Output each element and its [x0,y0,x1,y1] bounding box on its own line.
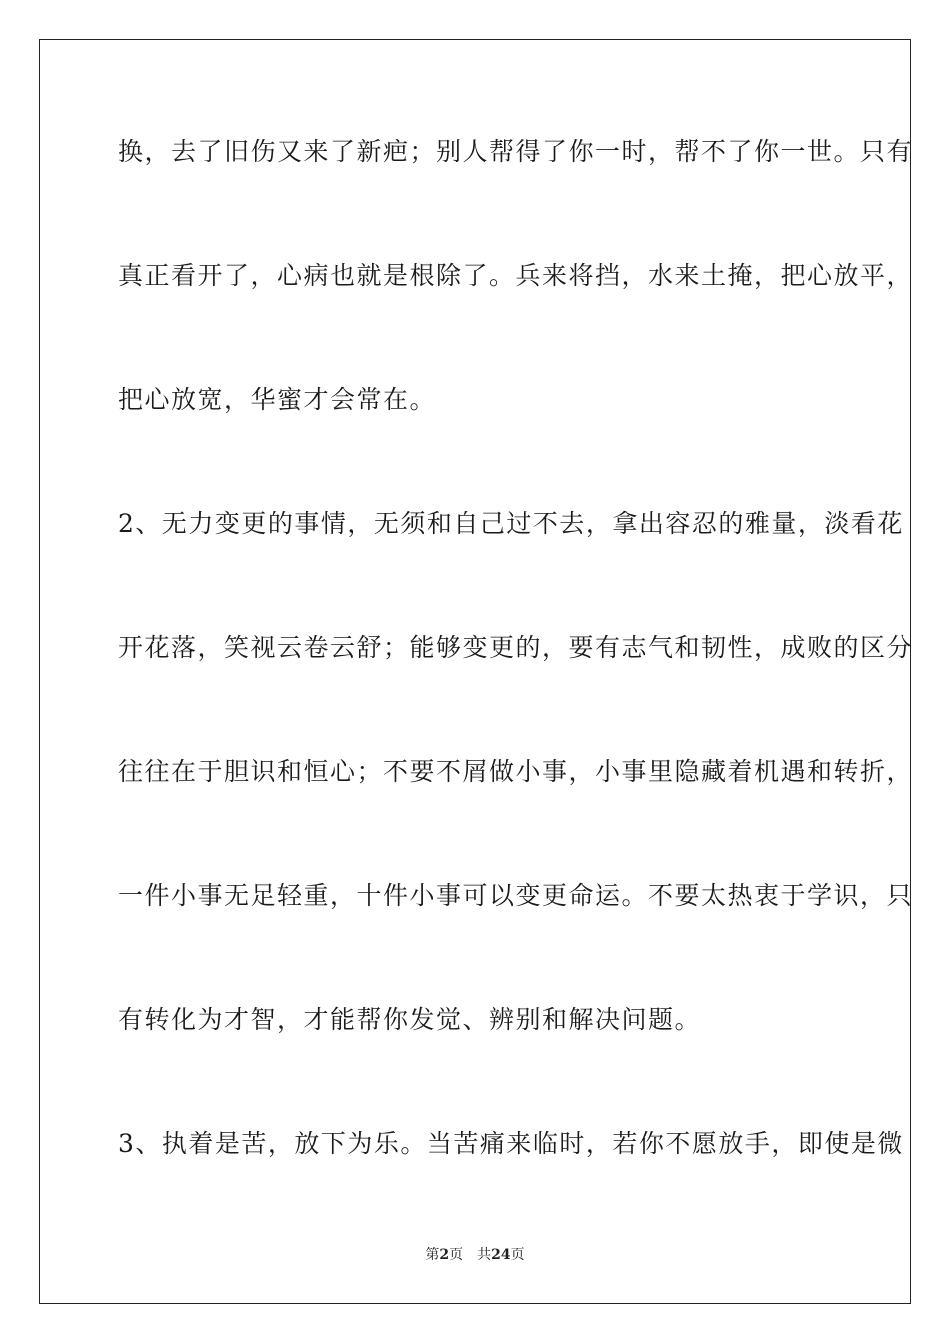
text-line-3: 把心放宽，华蜜才会常在。 [118,385,437,414]
text-line-8: 有转化为才智，才能帮你发觉、辨别和解决问题。 [118,1005,702,1034]
total-pages: 24 [491,1247,511,1263]
page-number: 2 [439,1247,450,1263]
text-line-2: 真正看开了，心病也就是根除了。兵来将挡，水来土掩，把心放平， [118,261,914,290]
page-suffix: 页 [449,1247,464,1263]
text-line-6: 往往在于胆识和恒心；不要不屑做小事，小事里隐藏着机遇和转折， [118,757,914,786]
total-prefix: 共 [477,1247,492,1263]
text-line-1: 换，去了旧伤又来了新疤；别人帮得了你一时，帮不了你一世。只有 [118,137,914,166]
text-line-4: 2、无力变更的事情，无须和自己过不去，拿出容忍的雅量，淡看花 [118,509,904,538]
page-footer [0,1246,950,1264]
text-line-5: 开花落，笑视云卷云舒；能够变更的，要有志气和韧性，成败的区分 [118,633,914,662]
text-line-7: 一件小事无足轻重，十件小事可以变更命运。不要太热衷于学识，只 [118,881,914,910]
page-prefix: 第 [425,1247,440,1263]
total-suffix: 页 [510,1247,525,1263]
page-border [39,39,914,1304]
text-line-9: 3、执着是苦，放下为乐。当苦痛来临时，若你不愿放手，即使是微 [118,1129,904,1158]
